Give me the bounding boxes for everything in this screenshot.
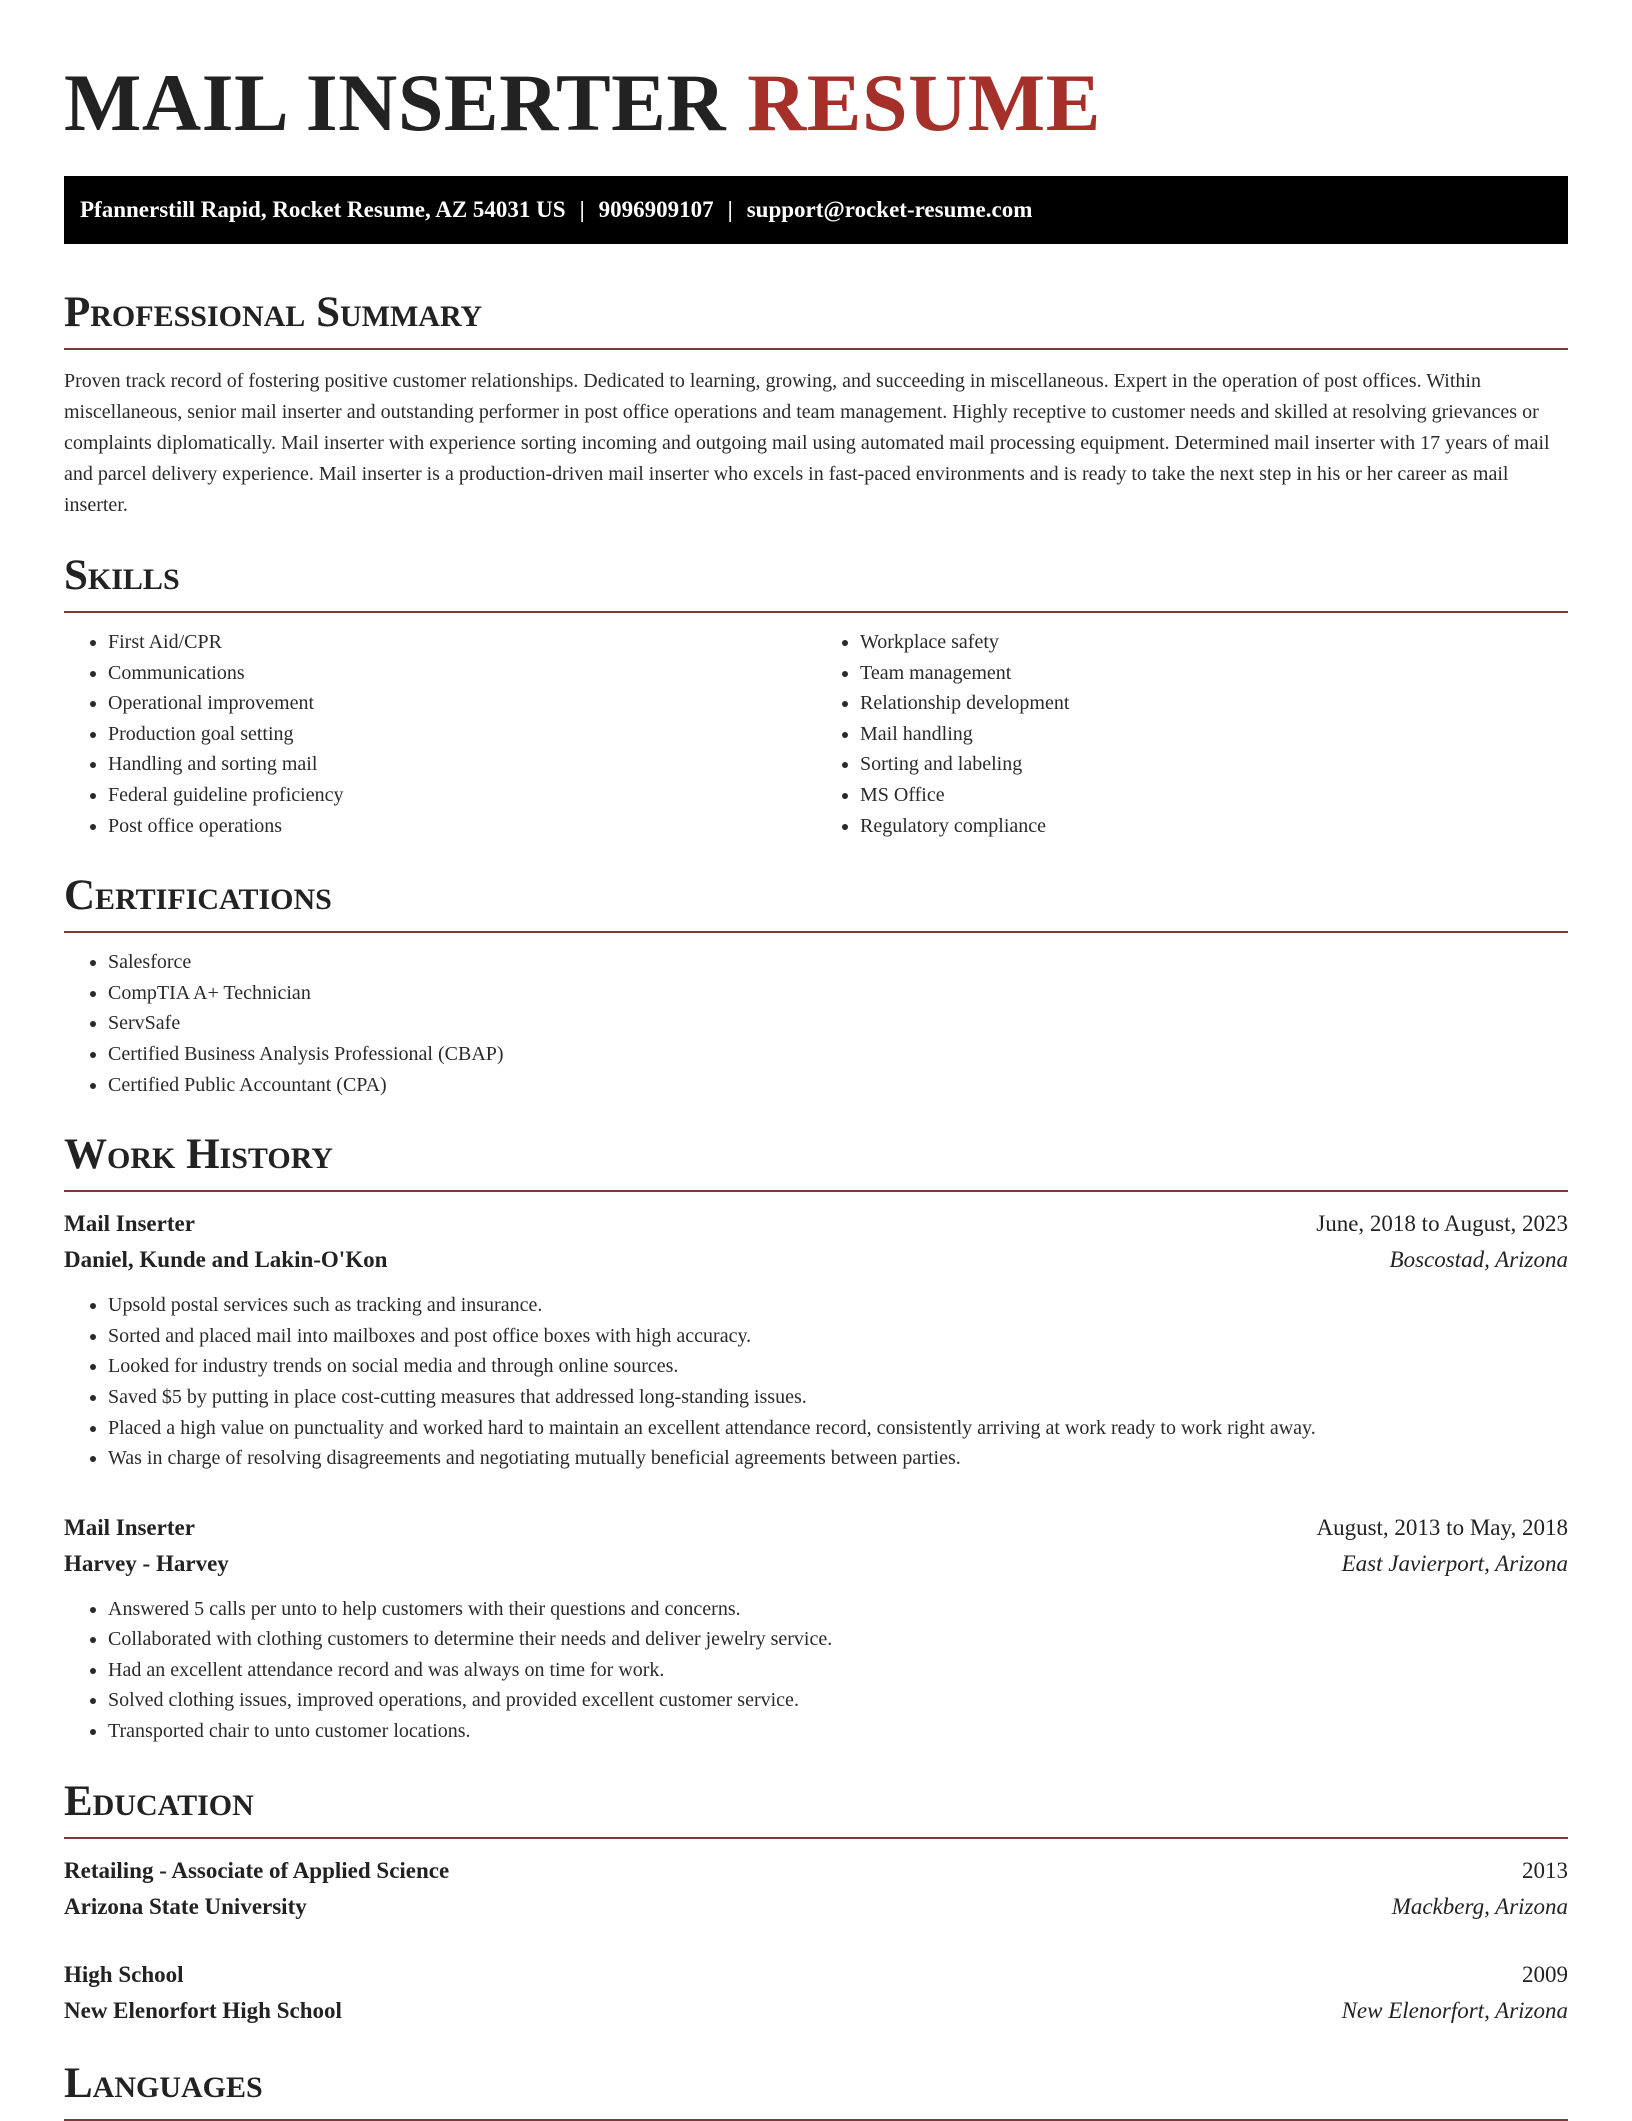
- skill-item: • Mail handling: [860, 719, 1568, 750]
- education-year: 2009: [1522, 1961, 1568, 1987]
- education-school: New Elenorfort High School: [64, 1997, 342, 2023]
- skill-item: • Production goal setting: [108, 719, 816, 750]
- education-entry: [64, 1957, 1568, 2029]
- skills-list-right: [816, 627, 1568, 841]
- job-bullet: • Upsold postal services such as tracking and insurance.: [108, 1290, 1568, 1321]
- skill-item: • Team management: [860, 658, 1568, 689]
- resume-title-accent: RESUME: [747, 57, 1101, 148]
- job-dates: August, 2013 to May, 2018: [1316, 1514, 1568, 1540]
- job-entry: [64, 1206, 1568, 1474]
- education-school-row: [64, 1889, 1568, 1925]
- education-degree: Retailing - Associate of Applied Science: [64, 1857, 450, 1883]
- skill-item: • First Aid/CPR: [108, 627, 816, 658]
- job-bullet: • Solved clothing issues, improved operations, and provided excellent customer service.: [108, 1685, 1568, 1716]
- skill-item: • Communications: [108, 658, 816, 689]
- education-location: New Elenorfort, Arizona: [1341, 1997, 1568, 2023]
- education-degree: High School: [64, 1961, 184, 1987]
- contact-separator: |: [579, 197, 585, 222]
- education-school-row: [64, 1993, 1568, 2029]
- section-heading-languages: Languages: [64, 2059, 1568, 2121]
- skill-item: • Federal guideline proficiency: [108, 780, 816, 811]
- skill-item: • MS Office: [860, 780, 1568, 811]
- skill-item: • Relationship development: [860, 688, 1568, 719]
- resume-title-main: MAIL INSERTER: [64, 57, 727, 148]
- job-title: Mail Inserter: [64, 1211, 195, 1237]
- job-dates: June, 2018 to August, 2023: [1316, 1211, 1568, 1237]
- job-bullet: • Sorted and placed mail into mailboxes and post office boxes with high accuracy.: [108, 1321, 1568, 1352]
- section-heading-skills: Skills: [64, 551, 1568, 613]
- job-header-row: [64, 1510, 1568, 1546]
- section-heading-work-history: Work History: [64, 1130, 1568, 1192]
- contact-separator: |: [727, 197, 733, 222]
- job-bullets: [64, 1290, 1568, 1474]
- resume-title: [64, 0, 1568, 148]
- job-bullet: • Placed a high value on punctuality and worked hard to maintain an excellent attendance record, consistently arriving at work ready to work right away.: [108, 1413, 1568, 1444]
- certification-item: • Certified Business Analysis Professional (CBAP): [108, 1039, 1568, 1070]
- job-title: Mail Inserter: [64, 1514, 195, 1540]
- job-company-row: [64, 1546, 1568, 1582]
- job-bullet: • Saved $5 by putting in place cost-cutting measures that addressed long-standing issues.: [108, 1382, 1568, 1413]
- education-header-row: [64, 1853, 1568, 1889]
- contact-bar: [64, 176, 1568, 244]
- job-bullet: • Collaborated with clothing customers to determine their needs and deliver jewelry service.: [108, 1624, 1568, 1655]
- job-bullet: • Transported chair to unto customer locations.: [108, 1716, 1568, 1747]
- job-company-row: [64, 1242, 1568, 1278]
- job-bullet: • Had an excellent attendance record and was always on time for work.: [108, 1655, 1568, 1686]
- skills-columns: [64, 613, 1568, 841]
- skill-item: • Sorting and labeling: [860, 749, 1568, 780]
- skill-item: • Handling and sorting mail: [108, 749, 816, 780]
- skill-item: • Post office operations: [108, 811, 816, 842]
- education-header-row: [64, 1957, 1568, 1993]
- resume-page: [64, 0, 1568, 2121]
- job-company: Daniel, Kunde and Lakin-O'Kon: [64, 1247, 388, 1273]
- section-heading-education: Education: [64, 1777, 1568, 1839]
- summary-text: Proven track record of fostering positive customer relationships. Dedicated to learning, growing, and succeeding in miscellaneous. Expert in the operation of post offices. Within miscellaneous, senior mail inserter and outstanding performer in post office operations and team management. Highly receptive to customer needs and skilled at resolving grievances or complaints diplomatically. Mail inserter with experience sorting incoming and outgoing mail using automated mail processing equipment. Determined mail inserter with 17 years of mail and parcel delivery experience. Mail inserter is a production-driven mail inserter who excels in fast-paced environments and is ready to take the next step in his or her career as mail inserter.: [64, 370, 1550, 516]
- skills-list-left: [64, 627, 816, 841]
- contact-phone[interactable]: 9096909107: [598, 197, 714, 222]
- job-bullet: • Answered 5 calls per unto to help customers with their questions and concerns.: [108, 1594, 1568, 1625]
- education-school: Arizona State University: [64, 1893, 307, 1919]
- certification-item: • CompTIA A+ Technician: [108, 978, 1568, 1009]
- education-entry: [64, 1853, 1568, 1925]
- section-heading-certifications: Certifications: [64, 871, 1568, 933]
- job-bullet: • Looked for industry trends on social media and through online sources.: [108, 1351, 1568, 1382]
- certification-item: • Certified Public Accountant (CPA): [108, 1070, 1568, 1101]
- contact-address: Pfannerstill Rapid, Rocket Resume, AZ 54031 US: [80, 197, 566, 222]
- job-location: Boscostad, Arizona: [1389, 1247, 1568, 1273]
- job-company: Harvey - Harvey: [64, 1550, 229, 1576]
- job-header-row: [64, 1206, 1568, 1242]
- job-bullets: [64, 1594, 1568, 1747]
- job-entry: [64, 1510, 1568, 1747]
- education-location: Mackberg, Arizona: [1391, 1893, 1568, 1919]
- education-year: 2013: [1522, 1857, 1568, 1883]
- job-bullet: • Was in charge of resolving disagreements and negotiating mutually beneficial agreements between parties.: [108, 1443, 1568, 1474]
- skill-item: • Regulatory compliance: [860, 811, 1568, 842]
- section-heading-summary: Professional Summary: [64, 288, 1568, 350]
- skill-item: • Operational improvement: [108, 688, 816, 719]
- job-location: East Javierport, Arizona: [1341, 1550, 1568, 1576]
- certification-item: • Salesforce: [108, 947, 1568, 978]
- certification-item: • ServSafe: [108, 1008, 1568, 1039]
- skill-item: • Workplace safety: [860, 627, 1568, 658]
- contact-email[interactable]: support@rocket-resume.com: [746, 197, 1033, 222]
- certifications-list: [64, 947, 1568, 1100]
